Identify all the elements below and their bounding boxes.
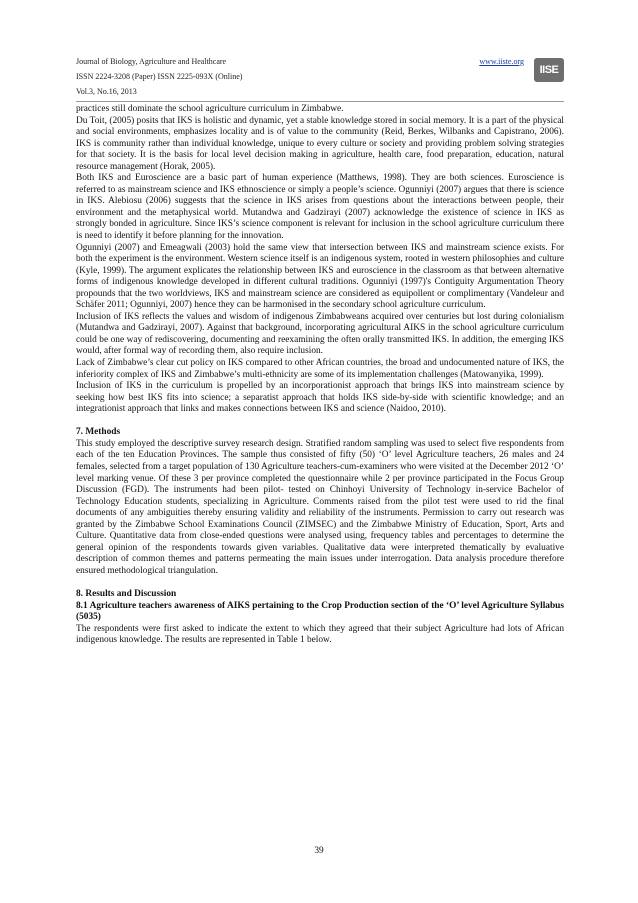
results-paragraph: The respondents were first asked to indicate the extent to which they agreed that their subject Agriculture had lots of African indigenous knowledge. The results are represented in Table 1 below. <box>76 623 564 646</box>
section-gap <box>76 416 564 428</box>
journal-title: Journal of Biology, Agriculture and Healthcare <box>76 57 227 66</box>
page-number: 39 <box>314 846 324 856</box>
body-paragraph: Lack of Zimbabwe’s clear cut policy on IKS compared to other African countries, the broad and undocumented nature of IKS, the inferiority complex of IKS and Zimbabwe’s multi-ethnicity are some of its implementation challenges (Matowanyika, 1999). <box>76 358 564 380</box>
journal-issn: ISSN 2224-3208 (Paper) ISSN 2225-093X (Online) <box>76 72 243 81</box>
journal-volume: Vol.3, No.16, 2013 <box>76 87 137 96</box>
section-gap <box>76 577 564 589</box>
results-subheading: 8.1 Agriculture teachers awareness of AIKS pertaining to the Crop Production section of the ‘O’ level Agriculture Syllabus (5035) <box>76 600 564 623</box>
article-body <box>76 104 564 647</box>
body-paragraph: Ogunniyi (2007) and Emeagwali (2003) hold the same view that intersection between IKS and mainstream science exists. For both the experiment is the environment. Western science itself is an indigenous system, rooted in western philosophies and culture (Kyle, 1999). The argument explicates the relationship between IKS and euroscience in the classroom as that between alternative forms of indigenous knowledge developed in different cultural traditions. Ogunniyi (1997)'s Contiguity Argumentation Theory propounds that the two worldviews, IKS and mainstream science are considered as equipollent or complimentary (Vandeleur and Schäfer 2011; Ogunniyi, 2007) hence they can be harmonised in the secondary school agriculture curriculum. <box>76 242 564 311</box>
body-paragraph: Du Toit, (2005) posits that IKS is holistic and dynamic, yet a stable knowledge stored in social memory. It is a part of the physical and social environments, emphasizes locality and is of value to the community (Reid, Berkes, Wilbanks and Capistrano, 2006). IKS is community rather than individual knowledge, unique to every culture or society and providing problem solving strategies for that society. It is the basis for local level decision making in agriculture, health care, food preparation, education, natural resource management (Horak, 2005). <box>76 115 564 172</box>
body-paragraph: practices still dominate the school agriculture curriculum in Zimbabwe. <box>76 104 344 114</box>
header-divider <box>76 101 564 102</box>
journal-website-link[interactable]: www.iiste.org <box>479 57 524 66</box>
methods-paragraph: This study employed the descriptive survey research design. Stratified random sampling was used to select five respondents from each of the ten Education Provinces. The sample thus consisted of fifty (50) ‘O’ level Agriculture teachers, 26 males and 24 females, selected from a target population of 130 Agriculture teachers-cum-examiners who were visited at the December 2012 ‘O’ level marking venue. Of these 3 per province completed the questionnaire while 2 per province participated in the Focus Group Discussion (FGD). The instruments had been pilot- tested on Chinhoyi University of Technology in-service Bachelor of Technology Education students, specializing in Agriculture. Comments raised from the pilot test were used to rid the final documents of any ambiguities thereby ensuring validity and reliability of the instruments. Permission to carry out research was granted by the Zimbabwe School Examinations Council (ZIMSEC) and the Zimbabwe Ministry of Education, Sport, Arts and Culture. Quantitative data from close-ended questions were analysed using, frequency tables and percentages to determine the general opinion of the respondents towards given variables. Qualitative data were interpreted thematically by evaluative description of common themes and patterns permeating the main issues under interrogation. Data analysis procedure therefore ensured methodological triangulation. <box>76 438 564 576</box>
body-paragraph: Inclusion of IKS in the curriculum is propelled by an incorporationist approach that brings IKS into mainstream science by seeking how best IKS fits into science; a separatist approach that holds IKS side-by-side with scientific knowledge; and an integrationist approach that links and makes connections between IKS and science (Naidoo, 2010). <box>76 381 564 415</box>
results-heading: 8. Results and Discussion <box>76 588 177 599</box>
body-paragraph: Inclusion of IKS reflects the values and wisdom of indigenous Zimbabweans acquired over centuries but lost during colonialism (Mutandwa and Gadzirayi, 2007). Against that background, incorporating agricultural AIKS in the school agriculture curriculum could be one way of rediscovering, documenting and reexamining the often orally transmitted IKS. In addition, the emerging IKS would, after formal way of recording them, also require inclusion. <box>76 311 564 357</box>
methods-heading: 7. Methods <box>76 427 121 438</box>
iiste-logo: IISE <box>534 58 564 82</box>
journal-header <box>76 54 564 99</box>
body-paragraph: Both IKS and Euroscience are a basic part of human experience (Matthews, 1998). They are both sciences. Euroscience is referred to as mainstream science and IKS ethnoscience or simply a people’s science. Ogunniyi (2007) argues that there is science in IKS. Alebiosu (2006) suggests that the science in IKS arises from questions about the interactions between people, their environment and the metaphysical world. Mutandwa and Gadzirayi (2007) acknowledge the existence of science in IKS as strongly bonded in agriculture. Since IKS’s science component is relevant for inclusion in the school agriculture curriculum there is need to identify it before planning for the innovation. <box>76 173 564 242</box>
